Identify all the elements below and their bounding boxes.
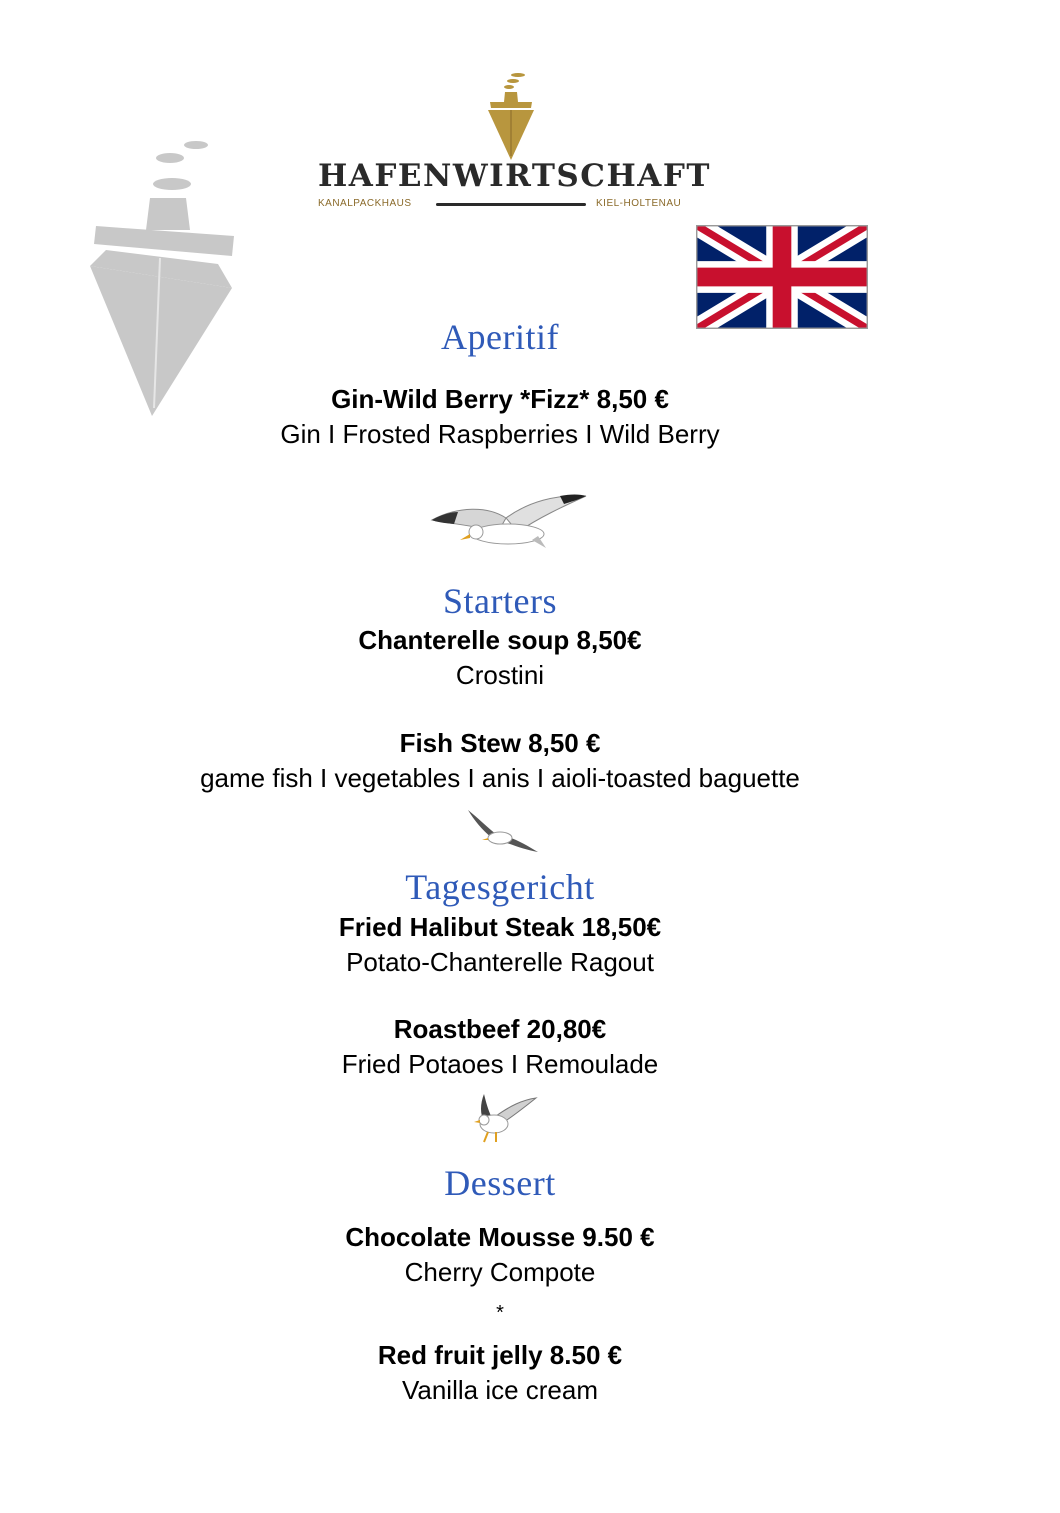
dish-name: Fish Stew 8,50 €	[399, 728, 601, 758]
dish-name: Red fruit jelly 8.50 €	[377, 1340, 623, 1370]
seagull-icon	[466, 1090, 538, 1146]
ship-logo-icon	[480, 72, 542, 160]
dish-name: Chanterelle soup 8,50€	[358, 625, 642, 655]
brand-name: HAFENWIRTSCHAFT	[318, 158, 711, 194]
section-title-tagesgericht: Tagesgericht	[405, 867, 595, 907]
dish-name: Chocolate Mousse 9.50 €	[345, 1222, 655, 1252]
dish-description: Crostini	[455, 660, 545, 690]
brand-sub-left: KANALPACKHAUS	[318, 198, 412, 209]
dish-description: Potato-Chanterelle Ragout	[346, 947, 654, 977]
section-title-starters: Starters	[443, 581, 557, 621]
brand-sub-right: KIEL-HOLTENAU	[596, 198, 682, 209]
dish-name: Roastbeef 20,80€	[393, 1014, 607, 1044]
seagull-icon	[466, 808, 540, 854]
dish-description: Cherry Compote	[404, 1257, 596, 1287]
section-title-aperitif: Aperitif	[441, 317, 559, 357]
section-title-dessert: Dessert	[444, 1163, 556, 1203]
dish-description: Gin I Frosted Raspberries I Wild Berry	[280, 419, 720, 449]
brand-subline	[318, 198, 700, 212]
dish-name: Fried Halibut Steak 18,50€	[338, 912, 662, 942]
dish-description: Fried Potaoes I Remoulade	[341, 1049, 659, 1079]
union-jack-flag-icon	[696, 225, 868, 329]
dish-name: Gin-Wild Berry *Fizz* 8,50 €	[331, 384, 669, 414]
cutlery-divider-icon	[436, 203, 586, 206]
dish-description: game fish I vegetables I anis I aioli-toasted baguette	[200, 763, 800, 793]
dish-description: Vanilla ice cream	[401, 1375, 599, 1405]
dessert-separator: *	[496, 1302, 504, 1324]
seagull-icon	[428, 488, 588, 556]
ship-watermark-icon	[88, 138, 238, 416]
